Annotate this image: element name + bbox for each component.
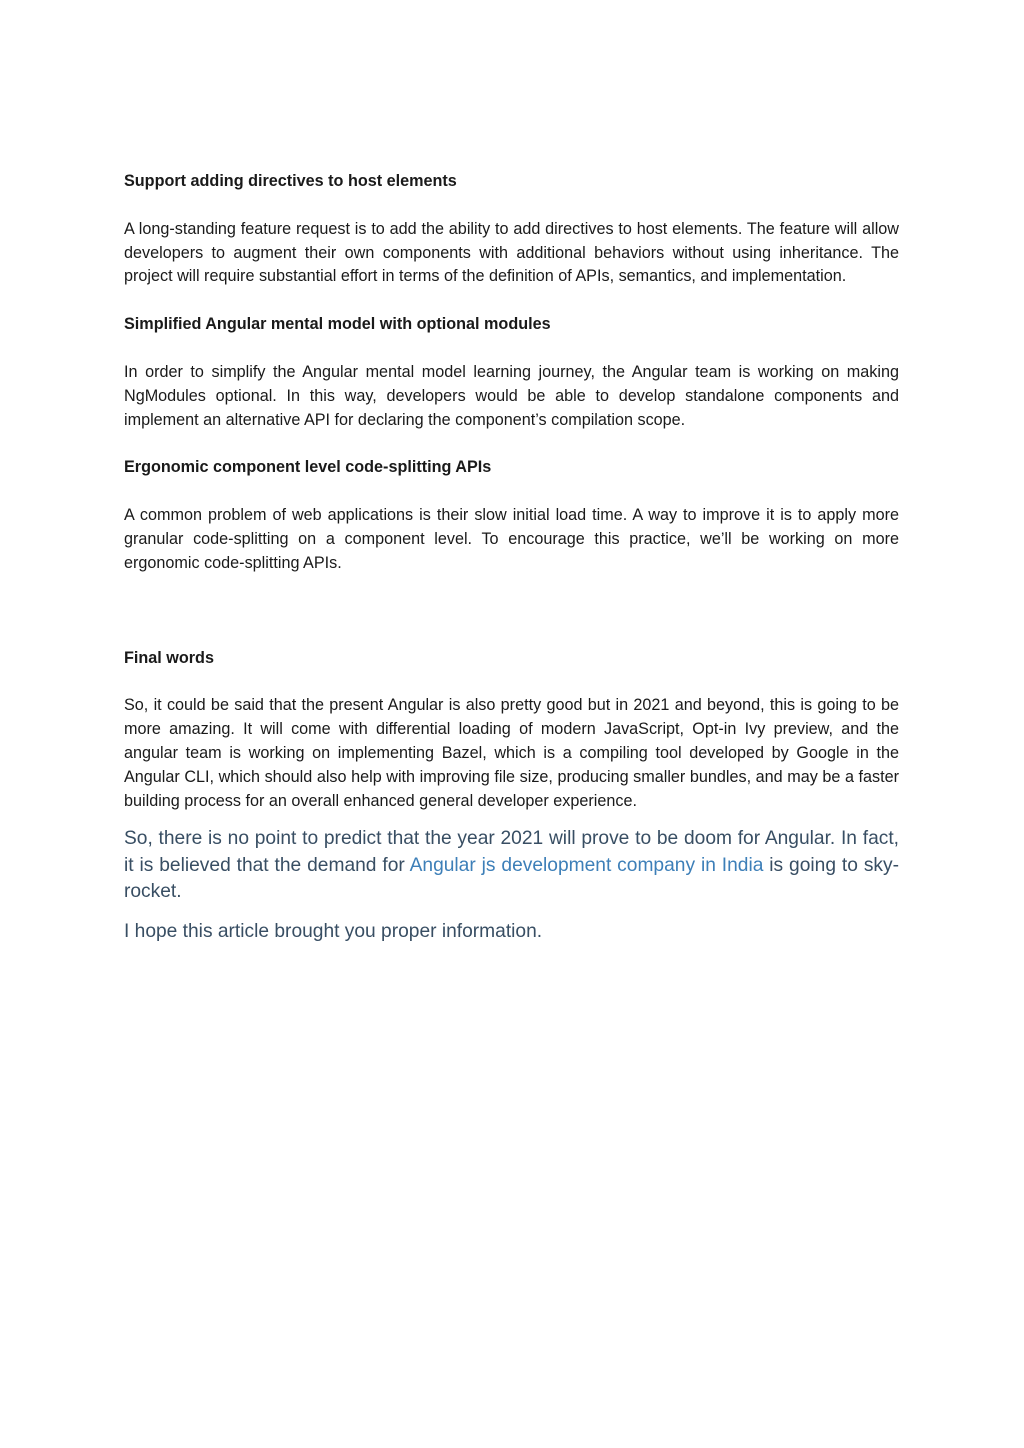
section-code-splitting [124,456,899,575]
section-heading: Simplified Angular mental model with optional modules [124,315,551,334]
section-paragraph: A long-standing feature request is to add the ability to add directives to host elements. The feature will allow developers to augment their own components with additional behaviors without using inheritance. The project will require substantial effort in terms of the definition of APIs, semantics, and implementation. [124,219,899,286]
document-page [124,170,899,945]
section-paragraph: A common problem of web applications is their slow initial load time. A way to improve it is to apply more granular code-splitting on a component level. To encourage this practice, we’ll be working on more ergonomic code-splitting APIs. [124,506,899,572]
blank-space [124,600,899,647]
section-host-directives [124,170,899,289]
company-link[interactable]: Angular js development company in India [409,854,764,876]
section-heading: Final words [124,648,214,667]
closing-text-start: So, there is no point to predict that the year 2021 will prove to be doom for Angular. In fact, it is believed that the demand for [124,828,899,876]
section-heading: Support adding directives to host elements [124,172,457,190]
section-optional-modules [124,313,899,432]
closing-text-end: is going to sky-rocket. [124,854,899,903]
section-paragraph: In order to simplify the Angular mental model learning journey, the Angular team is working on making NgModules optional. In this way, developers would be able to develop standalone components and implement an alternative API for declaring the component’s compilation scope. [124,362,899,429]
section-final-words [124,647,899,814]
section-heading: Ergonomic component level code-splitting APIs [124,458,492,477]
closing-paragraph [124,826,899,906]
closing-final-line: I hope this article brought you proper information. [124,920,543,942]
section-paragraph: So, it could be said that the present Angular is also pretty good but in 2021 and beyond, this is going to be more amazing. It will come with differential loading of modern JavaScript, Opt-in Ivy preview, and the angular team is working on implementing Bazel, which is a compiling tool developed by Google in the Angular CLI, which should also help with improving file size, producing smaller bundles, and may be a faster building process for an overall enhanced general developer experience. [124,696,899,810]
